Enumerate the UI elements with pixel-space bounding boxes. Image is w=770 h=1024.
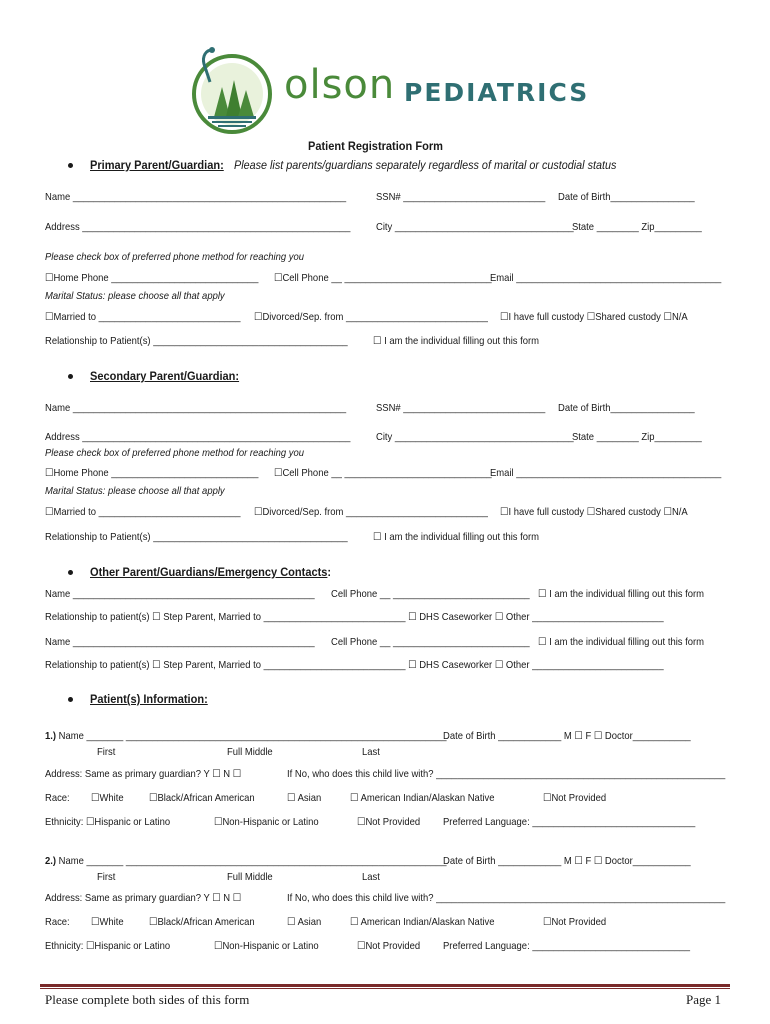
primary-custody[interactable]: ☐I have full custody ☐Shared custody ☐N/A: [500, 311, 688, 323]
primary-ssn-field[interactable]: SSN# ___________________________: [376, 191, 546, 203]
patient2-middle-label: Full Middle: [227, 871, 273, 883]
patient1-dob-sex-doctor[interactable]: Date of Birth ____________ M ☐ F ☐ Doctor___________: [443, 730, 691, 742]
patient2-same-address[interactable]: Address: Same as primary guardian? Y ☐ N ☐: [45, 892, 242, 904]
primary-marital-prompt: Marital Status: please choose all that apply: [45, 290, 225, 302]
primary-state-zip-field[interactable]: State ________ Zip_________: [572, 221, 702, 233]
patient2-ethnicity-non-hispanic[interactable]: ☐Non-Hispanic or Latino: [214, 940, 319, 952]
patient2-dob-sex-doctor[interactable]: Date of Birth ____________ M ☐ F ☐ Doctor___________: [443, 855, 691, 867]
patient1-same-address[interactable]: Address: Same as primary guardian? Y ☐ N ☐: [45, 768, 242, 780]
patient1-lives-with[interactable]: If No, who does this child live with? _______________________________________________________: [287, 768, 726, 780]
patient1-ethnicity-hispanic[interactable]: Ethnicity: ☐Hispanic or Latino: [45, 816, 171, 828]
secondary-cell-phone[interactable]: ☐Cell Phone __ ____________________________: [274, 467, 492, 479]
primary-city-field[interactable]: City __________________________________: [376, 221, 574, 233]
primary-dob-field[interactable]: Date of Birth________________: [558, 191, 695, 203]
primary-relationship[interactable]: Relationship to Patient(s) _____________________________________: [45, 335, 348, 347]
patient1-race-white[interactable]: ☐White: [91, 792, 124, 804]
primary-married-to[interactable]: ☐Married to ___________________________: [45, 311, 241, 323]
other-name-2[interactable]: Name ______________________________________________: [45, 636, 315, 648]
patient1-ethnicity-non-hispanic[interactable]: ☐Non-Hispanic or Latino: [214, 816, 319, 828]
primary-email[interactable]: Email _______________________________________: [490, 272, 722, 284]
primary-phone-prompt: Please check box of preferred phone method for reaching you: [45, 251, 304, 263]
patient1-race-asian[interactable]: ☐ Asian: [287, 792, 322, 804]
secondary-relationship[interactable]: Relationship to Patient(s) _____________________________________: [45, 531, 348, 543]
bullet: [68, 374, 73, 379]
primary-name-field[interactable]: Name ____________________________________________________: [45, 191, 347, 203]
patient2-ethnicity-hispanic[interactable]: Ethnicity: ☐Hispanic or Latino: [45, 940, 171, 952]
form-title: Patient Registration Form: [308, 139, 443, 153]
logo-emblem-icon: [192, 42, 278, 137]
bullet: [68, 163, 73, 168]
other-filling-out-1[interactable]: ☐ I am the individual filling out this form: [538, 588, 705, 600]
patient2-first-label: First: [97, 871, 116, 883]
patient2-race-asian[interactable]: ☐ Asian: [287, 916, 322, 928]
patient1-ethnicity-not-provided[interactable]: ☐Not Provided: [357, 816, 421, 828]
primary-divorced-from[interactable]: ☐Divorced/Sep. from ___________________________: [254, 311, 488, 323]
other-relationship-2[interactable]: Relationship to patient(s) ☐ Step Parent, Married to ___________________________ ☐ DHS Caseworker ☐ Other _________________________: [45, 659, 664, 671]
secondary-phone-prompt: Please check box of preferred phone method for reaching you: [45, 447, 304, 459]
primary-cell-phone[interactable]: ☐Cell Phone __ ____________________________: [274, 272, 492, 284]
primary-filling-out-checkbox[interactable]: ☐ I am the individual filling out this form: [373, 335, 540, 347]
secondary-city-field[interactable]: City __________________________________: [376, 431, 574, 443]
bullet: [68, 570, 73, 575]
other-heading: Other Parent/Guardians/Emergency Contacts:: [90, 565, 332, 579]
secondary-home-phone[interactable]: ☐Home Phone ____________________________: [45, 467, 259, 479]
patient2-last-label: Last: [362, 871, 380, 883]
patient1-middle-label: Full Middle: [227, 746, 273, 758]
patient2-race-label: Race:: [45, 916, 70, 928]
patient2-lives-with[interactable]: If No, who does this child live with? _______________________________________________________: [287, 892, 726, 904]
secondary-email[interactable]: Email _______________________________________: [490, 467, 722, 479]
other-filling-out-2[interactable]: ☐ I am the individual filling out this form: [538, 636, 705, 648]
patient2-name-field[interactable]: 2.) Name _______ _____________________________________________________________: [45, 855, 447, 867]
secondary-ssn-field[interactable]: SSN# ___________________________: [376, 402, 546, 414]
secondary-filling-out-checkbox[interactable]: ☐ I am the individual filling out this form: [373, 531, 540, 543]
footer-rule: [40, 984, 730, 987]
secondary-state-zip-field[interactable]: State ________ Zip_________: [572, 431, 702, 443]
other-name-1[interactable]: Name ______________________________________________: [45, 588, 315, 600]
primary-note: Please list parents/guardians separately regardless of marital or custodial status: [234, 158, 617, 172]
secondary-dob-field[interactable]: Date of Birth________________: [558, 402, 695, 414]
secondary-custody[interactable]: ☐I have full custody ☐Shared custody ☐N/A: [500, 506, 688, 518]
primary-address-field[interactable]: Address ___________________________________________________: [45, 221, 351, 233]
patient2-race-black[interactable]: ☐Black/African American: [149, 916, 255, 928]
patient1-language[interactable]: Preferred Language: _______________________________: [443, 816, 696, 828]
patients-heading: Patient(s) Information:: [90, 692, 208, 706]
patient1-last-label: Last: [362, 746, 380, 758]
logo-brand: olson: [284, 62, 396, 108]
other-cell-1[interactable]: Cell Phone __ __________________________: [331, 588, 530, 600]
patient1-race-black[interactable]: ☐Black/African American: [149, 792, 255, 804]
patient1-race-native[interactable]: ☐ American Indian/Alaskan Native: [350, 792, 495, 804]
footer-rule-thin: [40, 988, 730, 989]
footer-note: Please complete both sides of this form: [45, 992, 250, 1007]
logo-sub: PEDIATRICS: [404, 78, 590, 107]
patient2-ethnicity-not-provided[interactable]: ☐Not Provided: [357, 940, 421, 952]
other-cell-2[interactable]: Cell Phone __ __________________________: [331, 636, 530, 648]
patient2-race-native[interactable]: ☐ American Indian/Alaskan Native: [350, 916, 495, 928]
page-number: Page 1: [686, 992, 722, 1007]
other-relationship-1[interactable]: Relationship to patient(s) ☐ Step Parent, Married to ___________________________ ☐ DHS Caseworker ☐ Other _________________________: [45, 611, 664, 623]
primary-heading: Primary Parent/Guardian:: [90, 158, 224, 172]
secondary-address-field[interactable]: Address ___________________________________________________: [45, 431, 351, 443]
patient1-race-not-provided[interactable]: ☐Not Provided: [543, 792, 607, 804]
patient1-name-field[interactable]: 1.) Name _______ _____________________________________________________________: [45, 730, 447, 742]
bullet: [68, 697, 73, 702]
secondary-name-field[interactable]: Name ____________________________________________________: [45, 402, 347, 414]
patient2-race-not-provided[interactable]: ☐Not Provided: [543, 916, 607, 928]
secondary-married-to[interactable]: ☐Married to ___________________________: [45, 506, 241, 518]
patient1-first-label: First: [97, 746, 116, 758]
patient1-race-label: Race:: [45, 792, 70, 804]
patient2-race-white[interactable]: ☐White: [91, 916, 124, 928]
patient2-language[interactable]: Preferred Language: ______________________________: [443, 940, 690, 952]
primary-home-phone[interactable]: ☐Home Phone ____________________________: [45, 272, 259, 284]
secondary-divorced-from[interactable]: ☐Divorced/Sep. from ___________________________: [254, 506, 488, 518]
secondary-marital-prompt: Marital Status: please choose all that apply: [45, 485, 225, 497]
logo: [192, 42, 590, 137]
secondary-heading: Secondary Parent/Guardian:: [90, 369, 240, 383]
